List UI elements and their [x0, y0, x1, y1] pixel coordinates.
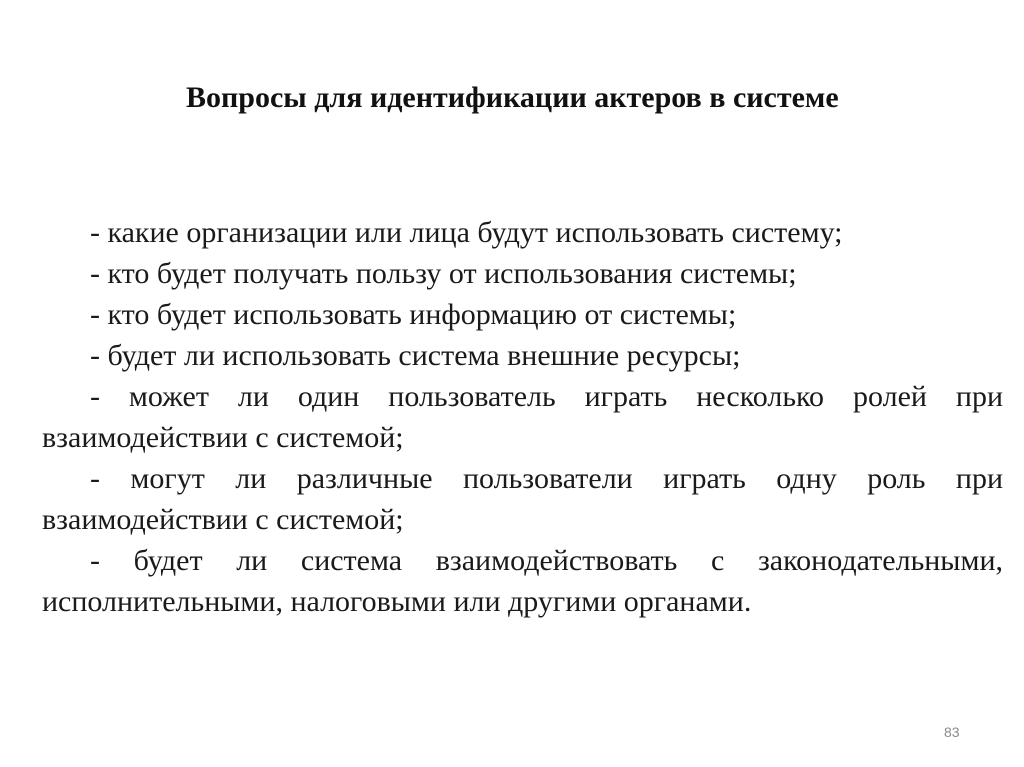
slide-body — [42, 212, 1003, 622]
question-item: - кто будет получать пользу от использования системы; — [90, 257, 797, 290]
page-number: 83 — [944, 724, 960, 740]
question-item: - может ли один пользователь играть несколько ролей при взаимодействии с системой; — [42, 380, 1003, 454]
question-item: - будет ли использовать система внешние ресурсы; — [90, 339, 741, 372]
question-item: - будет ли система взаимодействовать с законодательными, исполнительными, налоговыми или другими органами. — [42, 544, 1003, 618]
question-item: - какие организации или лица будут использовать систему; — [90, 216, 843, 249]
slide-title: Вопросы для идентификации актеров в системе — [186, 81, 839, 114]
question-item: - могут ли различные пользователи играть одну роль при взаимодействии с системой; — [42, 462, 1003, 536]
question-item: - кто будет использовать информацию от системы; — [90, 298, 737, 331]
